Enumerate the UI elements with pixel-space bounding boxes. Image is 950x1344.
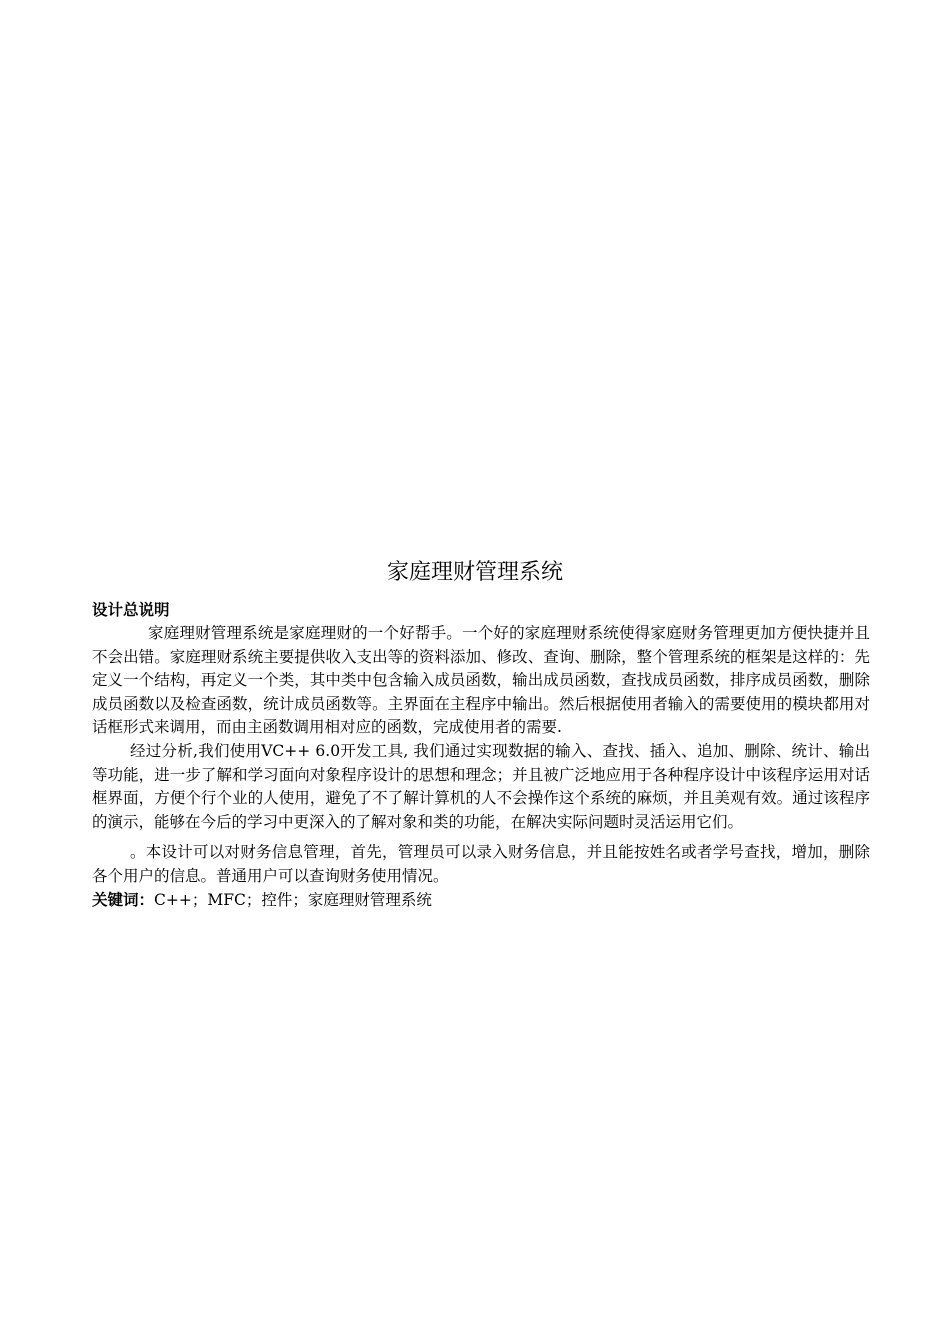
paragraph-analysis: 经过分析,我们使用VC++ 6.0开发工具, 我们通过实现数据的输入、查找、插入、追加、删除、统计、输出等功能，进一步了解和学习面向对象程序设计的思想和理念；并且被广泛地应用于各种程序设计中该程序运用对话框界面，方便个行个业的人使用，避免了不了解计算机的人不会操作这个系统的麻烦，并且美观有效。通过该程序的演示，能够在今后的学习中更深入的了解对象和类的功能，在解决实际问题时灵活运用它们。 xyxy=(92,741,870,831)
section-heading: 设计总说明 xyxy=(92,601,170,619)
keywords-label: 关键词： xyxy=(92,890,155,909)
document-body xyxy=(92,598,870,912)
paragraph-features: 。本设计可以对财务信息管理，首先，管理员可以录入财务信息，并且能按姓名或者学号查找，增加，删除各个用户的信息。普通用户可以查询财务使用情况。 xyxy=(92,843,870,885)
keywords-line xyxy=(92,889,870,913)
keywords-text: C++；MFC；控件；家庭理财管理系统 xyxy=(154,890,432,909)
paragraph-intro: 家庭理财管理系统是家庭理财的一个好帮手。一个好的家庭理财系统使得家庭财务管理更加方便快捷并且不会出错。家庭理财系统主要提供收入支出等的资料添加、修改、查询、删除，整个管理系统的框架是这样的：先定义一个结构，再定义一个类，其中类中包含输入成员函数，输出成员函数，查找成员函数，排序成员函数，删除成员函数以及检查函数，统计成员函数等。主界面在主程序中输出。然后根据使用者输入的需要使用的模块都用对话框形式来调用，而由主函数调用相对应的函数，完成使用者的需要. xyxy=(92,624,870,737)
document-title: 家庭理财管理系统 xyxy=(386,560,563,585)
